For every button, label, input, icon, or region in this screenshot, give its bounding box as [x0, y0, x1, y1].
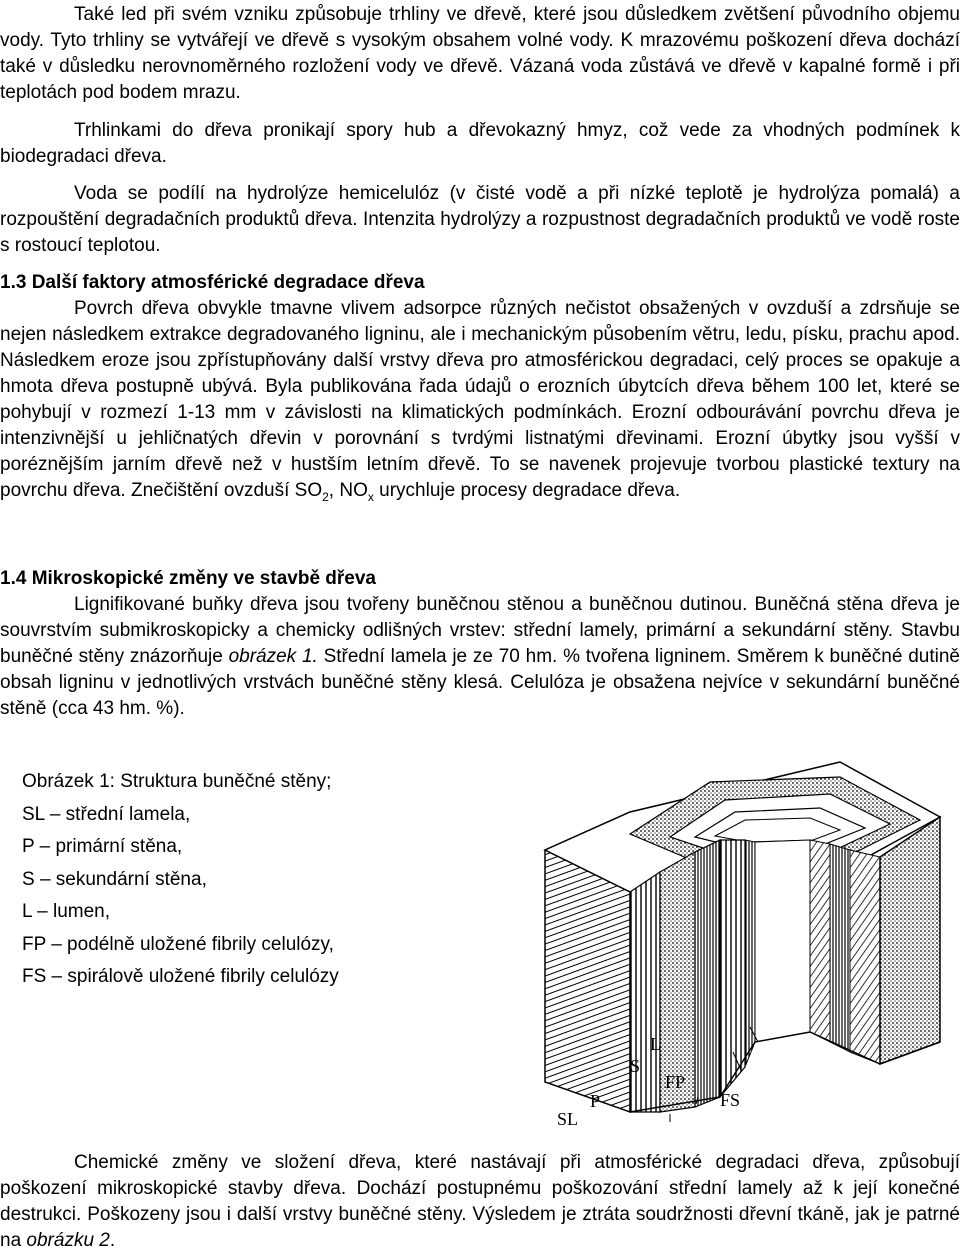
cell-wall-diagram: [520, 742, 960, 1142]
legend-item: FS – spirálově uložené fibrily celulózy: [22, 966, 339, 987]
paragraph-microscopic-damage: Chemické změny ve složení dřeva, které nastávají při atmosférické degradaci dřeva, způsobují poškození mikroskopické stavby dřeva. Dochází postupnému poškozování střední lamely až k její konečné destrukci. Poškozeny jsou i další vrstvy buněčné stěny. Výsledem je ztráta soudržnosti dřevní tkáně, jak je patrné na obrázku 2.: [0, 1152, 960, 1251]
section-heading-1-3: [0, 270, 425, 296]
paragraph-spores: [0, 118, 960, 170]
label-s: S: [630, 1056, 641, 1076]
section-heading-1-4: [0, 566, 376, 592]
label-fp: FP: [665, 1072, 686, 1092]
section-number: 1.4: [0, 568, 27, 589]
legend-title: Obrázek 1: Struktura buněčné stěny;: [22, 771, 332, 792]
label-p: P: [590, 1091, 601, 1111]
paragraph-text: Také led při svém vzniku způsobuje trhliny ve dřevě, které jsou důsledkem zvětšení původního objemu vody. Tyto trhliny se vytvářejí ve dřevě s vysokým obsahem volné vody. K mrazovému poškození dřeva dochází také v důsledku nerovnoměrného rozložení vody ve dřevě. Vázaná voda zůstává ve dřevě v kapalné formě i při teplotách pod bodem mrazu.: [0, 4, 960, 103]
legend-item: L – lumen,: [22, 901, 111, 922]
figure-legend: [22, 766, 422, 994]
section-number: 1.3: [0, 272, 27, 293]
paragraph-hydrolysis: [0, 181, 960, 259]
cell-wall-figure: [520, 742, 960, 1142]
paragraph-frost-cracks: [0, 2, 960, 106]
figure-reference: obrázku 2: [26, 1230, 110, 1251]
label-fs: FS: [720, 1090, 741, 1110]
label-sl: SL: [557, 1109, 579, 1129]
legend-item: P – primární stěna,: [22, 836, 183, 857]
legend-item: SL – střední lamela,: [22, 803, 191, 825]
paragraph-text: Voda se podílí na hydrolýze hemicelulóz (v čisté vodě a při nízké teplotě je hydrolýza pomalá) a rozpouštění degradačních produktů dřeva. Intenzita hydrolýzy a rozpustnost degradačních produktů ve vodě roste s rostoucí teplotou.: [0, 183, 960, 256]
legend-item: FP – podélně uložené fibrily celulózy,: [22, 933, 334, 955]
paragraph-erosion: Povrch dřeva obvykle tmavne vlivem adsorpce různých nečistot obsažených v ovzduší a zdrsňuje se nejen následkem extrakce degradovaného ligninu, ale i mechanickým působením větru, ledu, písku, prachu apod. Následkem eroze jsou zpřístupňovány další vrstvy dřeva pro atmosférickou degradaci, celý proces se opakuje a hmota dřeva postupně ubývá. Byla publikována řada údajů o erozních úbytcích dřeva během 100 let, které se pohybují v rozmezí 1-13 mm v závislosti na klimatických podmínkách. Erozní odbourávání povrchu dřeva je intenzivnější u jehličnatých dřevin v porovnání s tvrdými listnatými dřevinami. Erozní úbytky jsou vyšší v poréznějším jarním dřevě než v hustším letním dřevě. To se navenek projevuje tvorbou plastické textury na povrchu dřeva. Znečištění ovzduší $SO_2$, $NO_x$ urychluje procesy degradace dřeva.: [0, 298, 960, 504]
section-title: Další faktory atmosférické degradace dřeva: [31, 272, 425, 293]
paragraph-text: Trhlinkami do dřeva pronikají spory hub a dřevokazný hmyz, což vede za vhodných podmínek k biodegradaci dřeva.: [0, 120, 960, 167]
label-l: L: [650, 1034, 661, 1054]
section-title: Mikroskopické změny ve stavbě dřeva: [31, 568, 376, 589]
paragraph-cell-wall: Lignifikované buňky dřeva jsou tvořeny buněčnou stěnou a buněčnou dutinou. Buněčná stěna dřeva je souvrstvím submikroskopicky a chemicky odlišných vrstev: střední lamely, primární a sekundární stěny. Stavbu buněčné stěny znázorňuje obrázek 1. Střední lamela je ze 70 hm. % tvořena ligninem. Směrem k buněčné dutině obsah ligninu v jednotlivých vrstvách buněčné stěny klesá. Celulóza je obsažena nejvíce v sekundární buněčné stěně (cca 43 hm. %).: [0, 594, 960, 719]
figure-reference: obrázek 1.: [228, 646, 318, 667]
legend-item: S – sekundární stěna,: [22, 868, 207, 890]
